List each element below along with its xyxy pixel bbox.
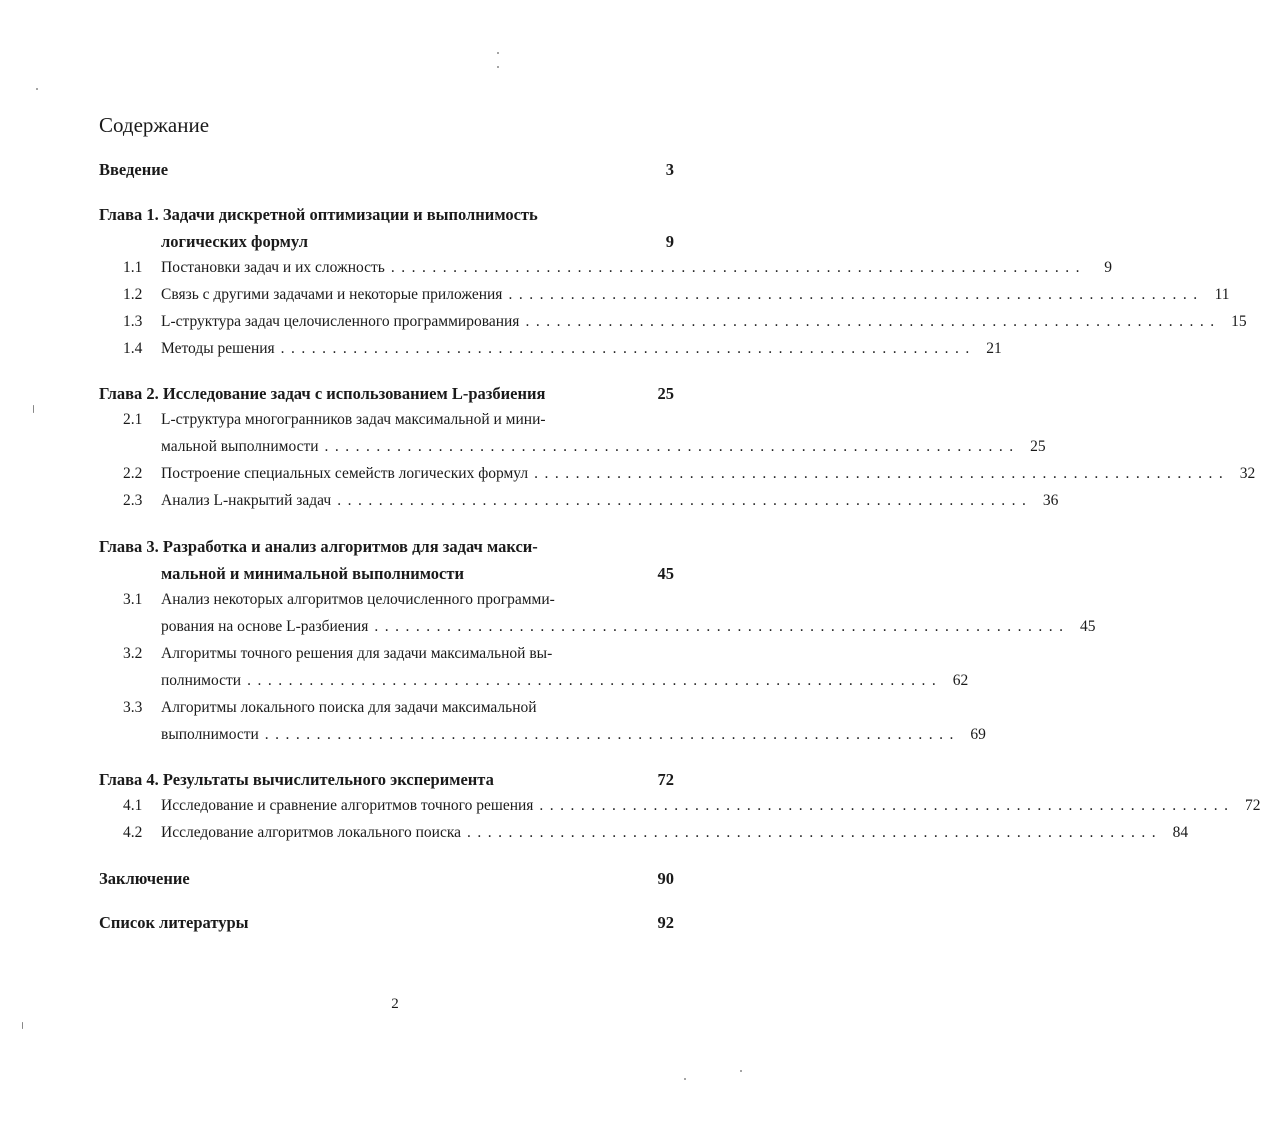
toc-page-number: 45 — [657, 564, 674, 583]
toc-section-2-1[interactable] — [99, 411, 674, 435]
toc-references[interactable] — [99, 913, 674, 937]
toc-entry-text: Алгоритмы точного решения для задачи максимальной вы- — [161, 645, 553, 662]
toc-page-number: 9 — [665, 232, 674, 251]
toc-leader: ................................................................... — [264, 726, 960, 743]
toc-page-number: 69 — [970, 726, 986, 743]
toc-page-number: 25 — [1030, 438, 1046, 455]
toc-page-number: 90 — [657, 869, 674, 888]
toc-page-number: 21 — [986, 340, 1002, 357]
toc-leader: ................................................................... — [525, 313, 1221, 330]
toc-page-number: 9 — [1104, 259, 1112, 276]
toc-section-2-1-cont[interactable] — [99, 438, 1046, 462]
page-number: 2 — [391, 996, 399, 1012]
toc-section-3-1[interactable] — [99, 591, 674, 615]
toc-entry-text: Глава 4. Результаты вычислительного эксперимента — [99, 770, 494, 789]
scan-speck — [497, 52, 499, 54]
toc-section-1-3[interactable] — [99, 313, 1247, 337]
toc-entry-text: Глава 1. Задачи дискретной оптимизации и выполнимость — [99, 205, 538, 224]
toc-leader: ................................................................... — [467, 824, 1163, 841]
toc-page-number: 84 — [1172, 824, 1189, 841]
toc-section-2-2[interactable] — [99, 465, 1256, 489]
toc-section-number: 3.1 — [123, 591, 143, 608]
toc-entry-text: Анализ L-накрытий задач — [161, 492, 332, 509]
toc-section-3-1-cont[interactable] — [99, 618, 1096, 642]
scan-speck — [497, 66, 499, 68]
toc-entry-text: выполнимости — [161, 726, 259, 743]
toc-entry-text: Заключение — [99, 869, 190, 888]
scan-speck — [684, 1078, 686, 1080]
toc-section-3-3-cont[interactable] — [99, 726, 986, 750]
toc-section-4-1[interactable] — [99, 797, 1261, 821]
toc-leader: ................................................................... — [508, 286, 1204, 303]
page-title: Содержание — [99, 113, 210, 137]
toc-page-number: 92 — [657, 913, 674, 932]
toc-entry-text: Глава 2. Исследование задач с использованием L-разбиения — [99, 384, 546, 403]
toc-section-number: 3.3 — [123, 699, 143, 716]
toc-section-number: 3.2 — [123, 645, 143, 662]
toc-leader: ................................................................... — [390, 259, 1086, 276]
toc-leader: ................................................................... — [324, 438, 1020, 455]
toc-section-2-3[interactable] — [99, 492, 1059, 516]
toc-section-number: 2.2 — [123, 465, 143, 482]
toc-entry-text: Исследование и сравнение алгоритмов точного решения — [161, 797, 534, 814]
toc-page-number: 15 — [1231, 313, 1247, 330]
toc-section-number: 1.3 — [123, 313, 143, 330]
toc-section-number: 4.2 — [123, 824, 143, 841]
toc-section-1-1[interactable] — [99, 259, 1112, 283]
toc-entry-text: рования на основе L-разбиения — [161, 618, 369, 635]
toc-chapter-1[interactable] — [99, 205, 674, 229]
scan-speck — [33, 405, 34, 413]
toc-entry-text: логических формул — [161, 232, 308, 251]
toc-entry-text: Список литературы — [99, 913, 249, 932]
toc-section-3-3[interactable] — [99, 699, 674, 723]
toc-chapter-3[interactable] — [99, 537, 674, 561]
toc-entry-text: Построение специальных семейств логических формул — [161, 465, 529, 482]
toc-page-number: 3 — [665, 160, 674, 179]
toc-chapter-4[interactable] — [99, 770, 674, 794]
toc-chapter-2[interactable] — [99, 384, 674, 408]
scan-speck — [740, 1070, 742, 1072]
toc-page-number: 45 — [1079, 618, 1096, 635]
toc-entry-text: Введение — [99, 160, 169, 179]
toc-section-number: 1.4 — [123, 340, 143, 357]
toc-leader: ................................................................... — [534, 465, 1230, 482]
toc-leader: ................................................................... — [539, 797, 1235, 814]
toc-section-3-2[interactable] — [99, 645, 674, 669]
toc-section-1-4[interactable] — [99, 340, 1002, 364]
toc-entry-text: L-структура многогранников задач максимальной и мини- — [161, 411, 546, 428]
toc-entry-text: Глава 3. Разработка и анализ алгоритмов для задач макси- — [99, 537, 538, 556]
toc-page-number: 72 — [657, 770, 674, 789]
toc-section-number: 1.1 — [123, 259, 143, 276]
toc-page-number: 36 — [1042, 492, 1059, 509]
toc-entry-text: Связь с другими задачами и некоторые приложения — [161, 286, 503, 303]
toc-intro[interactable] — [99, 160, 674, 184]
toc-section-number: 4.1 — [123, 797, 143, 814]
toc-entry-text: мальной и минимальной выполнимости — [161, 564, 464, 583]
toc-section-number: 2.1 — [123, 411, 143, 428]
toc-page-number: 62 — [952, 672, 969, 689]
toc-entry-text: Анализ некоторых алгоритмов целочисленного программи- — [161, 591, 555, 608]
toc-entry-text: Алгоритмы локального поиска для задачи максимальной — [161, 699, 537, 716]
toc-chapter-1-cont[interactable] — [99, 232, 674, 256]
toc-entry-text: полнимости — [161, 672, 242, 689]
toc-chapter-3-cont[interactable] — [99, 564, 674, 588]
toc-section-1-2[interactable] — [99, 286, 1230, 310]
toc-section-number: 2.3 — [123, 492, 143, 509]
toc-page-number: 11 — [1214, 286, 1230, 303]
toc-leader: ................................................................... — [337, 492, 1033, 509]
toc-entry-text: мальной выполнимости — [161, 438, 319, 455]
toc-page-number: 25 — [657, 384, 674, 403]
toc-entry-text: Исследование алгоритмов локального поиска — [161, 824, 462, 841]
toc-page-number: 72 — [1245, 797, 1261, 814]
toc-conclusion[interactable] — [99, 869, 674, 893]
toc-leader: ................................................................... — [374, 618, 1070, 635]
scan-speck — [36, 88, 38, 90]
scan-speck — [22, 1022, 23, 1029]
toc-leader: ................................................................... — [280, 340, 976, 357]
toc-entry-text: Постановки задач и их сложность — [161, 259, 385, 276]
toc-page-number: 32 — [1239, 465, 1256, 482]
toc-section-4-2[interactable] — [99, 824, 1189, 848]
toc-section-number: 1.2 — [123, 286, 143, 303]
toc-entry-text: L-структура задач целочисленного программирования — [161, 313, 520, 330]
toc-leader: ................................................................... — [247, 672, 943, 689]
toc-section-3-2-cont[interactable] — [99, 672, 969, 696]
toc-entry-text: Методы решения — [161, 340, 275, 357]
